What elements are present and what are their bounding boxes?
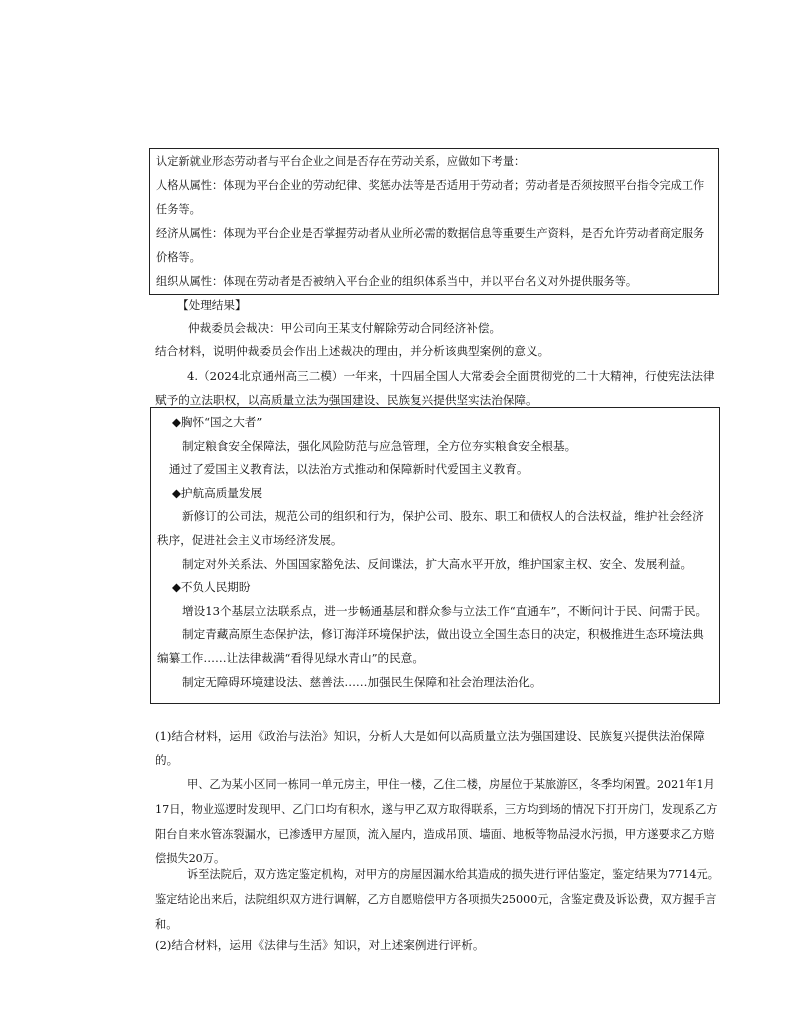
- section-title-development: ◆护航高质量发展: [172, 485, 263, 500]
- subquestion-2: (2)结合材料，运用《法律与生活》知识，对上述案例进行评析。: [155, 938, 485, 952]
- section-title-national: ◆胸怀“国之大者”: [172, 415, 263, 429]
- subquestion-1: (1)结合材料，运用《政治与法治》知识，分析人大是如何以高质量立法为强国建设、民族复兴提供法治保障的。: [155, 729, 705, 767]
- section-title-people: ◆不负人民期盼: [172, 580, 251, 595]
- question-4-intro: 4.（2024北京通州高三二模）一年来，十四届全国人大常委会全面贯彻党的二十大精神，行使宪法法律赋予的立法职权，以高质量立法为强国建设、民族复兴提供坚实法治保障。: [155, 369, 715, 407]
- criteria-organizational: 组织从属性：体现在劳动者是否被纳入平台企业的组织体系当中，并以平台名义对外提供服务等。: [156, 275, 638, 288]
- result-ruling: 仲裁委员会裁决：甲公司向王某支付解除劳动合同经济补偿。: [188, 321, 502, 335]
- section3-para2: 制定青藏高原生态保护法，修订海洋环境保护法，做出设立全国生态日的决定，积极推进生态环境法典编纂工作……让法律裁满“看得见绿水青山”的民意。: [157, 627, 704, 665]
- section2-para1: 新修订的公司法，规范公司的组织和行为，保护公司、股东、职工和债权人的合法权益，维护社会经济秩序，促进社会主义市场经济发展。: [157, 509, 704, 547]
- case-paragraph-2: 诉至法院后，双方选定鉴定机构，对甲方的房屋因漏水给其造成的损失进行评估鉴定，鉴定结果为7714元。鉴定结论出来后，法院组织双方进行调解，乙方自愿赔偿甲方各项损失25000元，含鉴定费及诉讼费，双方握手言和。: [155, 868, 719, 931]
- section3-para1: 增设13个基层立法联系点，进一步畅通基层和群众参与立法工作“直通车”，不断问计于民、问需于民。: [182, 603, 708, 618]
- criteria-personal: 人格从属性：体现为平台企业的劳动纪律、奖惩办法等是否适用于劳动者；劳动者是否须按照平台指令完成工作任务等。: [156, 179, 705, 216]
- criteria-intro: 认定新就业形态劳动者与平台企业之间是否存在劳动关系，应做如下考量：: [156, 155, 526, 168]
- section1-para1: 制定粮食安全保障法，强化风险防范与应急管理，全方位夯实粮食安全根基。: [182, 438, 577, 453]
- criteria-economic: 经济从属性：体现为平台企业是否掌握劳动者从业所必需的数据信息等重要生产资料，是否允许劳动者商定服务价格等。: [156, 227, 705, 264]
- criteria-box: [149, 148, 719, 295]
- section3-para3: 制定无障碍环境建设法、慈善法……加强民生保障和社会治理法治化。: [182, 674, 542, 689]
- section1-para2: 通过了爱国主义教育法，以法治方式推动和保障新时代爱国主义教育。: [169, 462, 529, 477]
- legislation-box: [150, 407, 720, 704]
- result-question: 结合材料，说明仲裁委员会作出上述裁决的理由，并分析该典型案例的意义。: [155, 344, 550, 358]
- case-paragraph-1: 甲、乙为某小区同一栋同一单元房主，甲住一楼，乙住二楼，房屋位于某旅游区，冬季均闲置。2021年1月17日，物业巡逻时发现甲、乙门口均有积水，遂与甲乙双方取得联系，三方均到场的情况下打开房门，发现系乙方阳台自来水管冻裂漏水，已渗透甲方屋顶，流入屋内，造成吊顶、墙面、地板等物品浸水污损，甲方遂要求乙方赔偿损失20万。: [155, 778, 718, 866]
- result-heading: 【处理结果】: [177, 298, 247, 312]
- section2-para2: 制定对外关系法、外国国家豁免法、反间谍法，扩大高水平开放，维护国家主权、安全、发展利益。: [182, 556, 693, 571]
